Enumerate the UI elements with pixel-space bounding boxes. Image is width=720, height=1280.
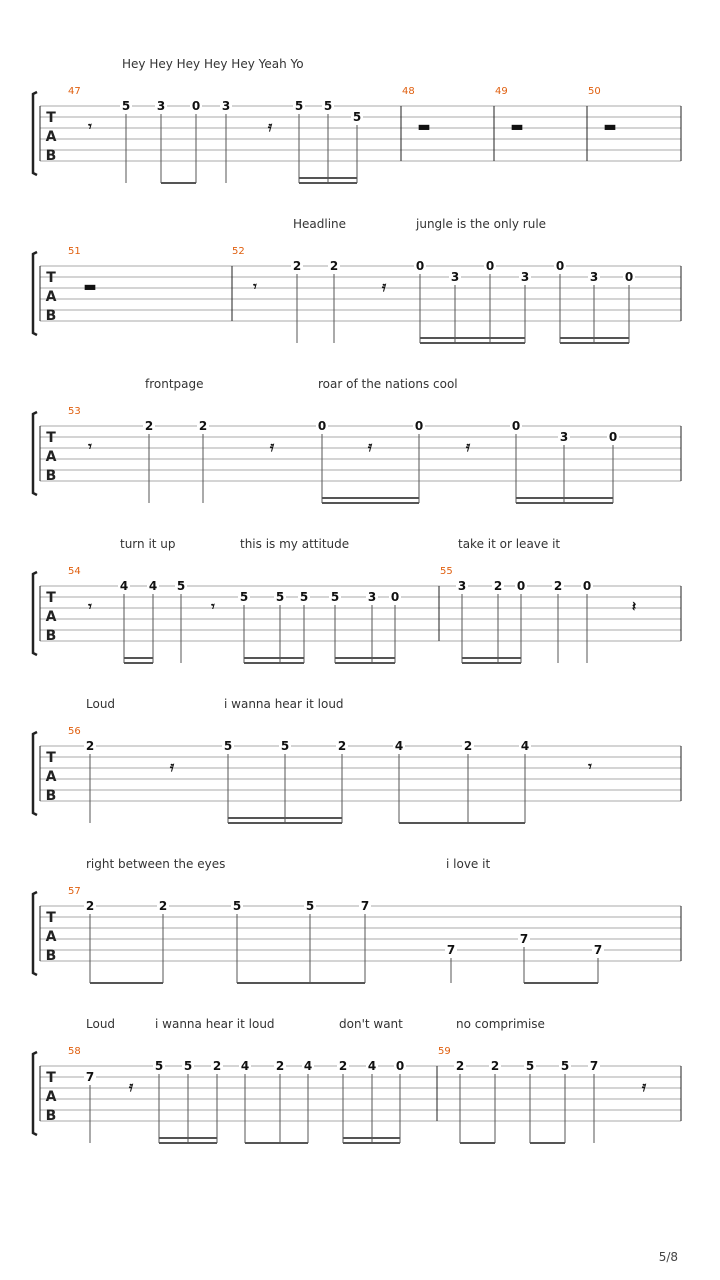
- fret-number: 0: [395, 1059, 405, 1073]
- system-bracket: [33, 92, 37, 175]
- system-bracket: [33, 892, 37, 975]
- lyric-text: Loud: [86, 1017, 116, 1031]
- rest-symbol: 𝄿: [381, 279, 387, 295]
- fret-number: 4: [520, 739, 530, 753]
- rest-symbol: 𝄿: [269, 439, 275, 455]
- fret-number: 0: [582, 579, 592, 593]
- lyric-text: i wanna hear it loud: [224, 697, 344, 711]
- tab-clef-letter: A: [45, 1089, 57, 1105]
- fret-number: 0: [624, 270, 634, 284]
- tab-clef-letter: B: [45, 308, 57, 324]
- measure-number: 57: [68, 886, 81, 897]
- fret-number: 2: [455, 1059, 465, 1073]
- fret-number: 5: [280, 739, 290, 753]
- fret-number: 4: [367, 1059, 377, 1073]
- fret-number: 2: [337, 739, 347, 753]
- rest-symbol: 𝄾: [88, 119, 92, 135]
- lyric-text: right between the eyes: [86, 857, 226, 871]
- tab-clef-letter: B: [45, 788, 57, 804]
- fret-number: 2: [158, 899, 168, 913]
- fret-number: 5: [223, 739, 233, 753]
- fret-number: 0: [608, 430, 618, 444]
- tab-clef-letter: A: [45, 129, 57, 145]
- tab-clef-letter: T: [46, 590, 56, 606]
- measure-number: 54: [68, 566, 81, 577]
- rest-symbol: 𝄾: [88, 439, 92, 455]
- tab-clef-letter: A: [45, 449, 57, 465]
- lyric-text: frontpage: [145, 377, 204, 391]
- system-bracket: [33, 412, 37, 495]
- fret-number: 5: [239, 590, 249, 604]
- fret-number: 3: [520, 270, 530, 284]
- fret-number: 5: [275, 590, 285, 604]
- measure-number: 48: [402, 86, 415, 97]
- tab-clef-letter: T: [46, 430, 56, 446]
- fret-number: 0: [414, 419, 424, 433]
- lyric-text: turn it up: [120, 537, 176, 551]
- lyric-text: Hey Hey Hey Hey Hey Yeah Yo: [122, 57, 304, 71]
- tab-clef-letter: T: [46, 750, 56, 766]
- fret-number: 3: [450, 270, 460, 284]
- fret-number: 7: [85, 1070, 95, 1084]
- tab-clef-letter: B: [45, 948, 57, 964]
- lyric-text: Headline: [293, 217, 347, 231]
- fret-number: 4: [240, 1059, 250, 1073]
- fret-number: 2: [463, 739, 473, 753]
- system-bracket: [33, 1052, 37, 1135]
- lyric-text: i love it: [446, 857, 491, 871]
- fret-number: 2: [493, 579, 503, 593]
- fret-number: 3: [156, 99, 166, 113]
- fret-number: 5: [154, 1059, 164, 1073]
- rest-symbol: 𝄿: [169, 759, 175, 775]
- fret-number: 3: [589, 270, 599, 284]
- fret-number: 2: [144, 419, 154, 433]
- tab-clef-letter: T: [46, 270, 56, 286]
- fret-number: 2: [553, 579, 563, 593]
- rest-symbol: 𝄾: [211, 599, 215, 615]
- lyric-text: roar of the nations cool: [318, 377, 458, 391]
- tab-clef-letter: A: [45, 289, 57, 305]
- fret-number: 5: [294, 99, 304, 113]
- fret-number: 7: [446, 943, 456, 957]
- fret-number: 4: [148, 579, 158, 593]
- lyric-text: this is my attitude: [240, 537, 350, 551]
- measure-number: 47: [68, 86, 81, 97]
- tab-clef-letter: A: [45, 769, 57, 785]
- fret-number: 0: [485, 259, 495, 273]
- fret-number: 2: [329, 259, 339, 273]
- tab-clef-letter: B: [45, 148, 57, 164]
- fret-number: 4: [394, 739, 404, 753]
- fret-number: 0: [390, 590, 400, 604]
- fret-number: 2: [212, 1059, 222, 1073]
- fret-number: 5: [525, 1059, 535, 1073]
- system-bracket: [33, 732, 37, 815]
- fret-number: 7: [360, 899, 370, 913]
- fret-number: 7: [519, 932, 529, 946]
- page-number: 5/8: [658, 1250, 678, 1264]
- fret-number: 5: [176, 579, 186, 593]
- measure-number: 53: [68, 406, 81, 417]
- fret-number: 0: [415, 259, 425, 273]
- measure-number: 56: [68, 726, 81, 737]
- rest-symbol: 𝄿: [128, 1079, 134, 1095]
- lyric-text: no comprimise: [456, 1017, 545, 1031]
- fret-number: 2: [292, 259, 302, 273]
- rest-symbol: ▬: [603, 119, 617, 135]
- fret-number: 3: [457, 579, 467, 593]
- tab-clef-letter: B: [45, 628, 57, 644]
- fret-number: 5: [183, 1059, 193, 1073]
- fret-number: 2: [490, 1059, 500, 1073]
- rest-symbol: 𝄿: [367, 439, 373, 455]
- measure-number: 59: [438, 1046, 451, 1057]
- fret-number: 3: [367, 590, 377, 604]
- fret-number: 0: [511, 419, 521, 433]
- tab-clef-letter: B: [45, 1108, 57, 1124]
- system-bracket: [33, 572, 37, 655]
- fret-number: 5: [352, 110, 362, 124]
- lyric-text: don't want: [339, 1017, 403, 1031]
- rest-symbol: 𝄿: [641, 1079, 647, 1095]
- rest-symbol: ▬: [417, 119, 431, 135]
- fret-number: 2: [275, 1059, 285, 1073]
- rest-symbol: ▬: [510, 119, 524, 135]
- rest-symbol: 𝄾: [253, 279, 257, 295]
- fret-number: 5: [121, 99, 131, 113]
- rest-symbol: 𝄽: [631, 599, 637, 615]
- tab-clef-letter: T: [46, 110, 56, 126]
- measure-number: 55: [440, 566, 453, 577]
- fret-number: 4: [119, 579, 129, 593]
- rest-symbol: 𝄾: [88, 599, 92, 615]
- fret-number: 2: [338, 1059, 348, 1073]
- fret-number: 5: [232, 899, 242, 913]
- rest-symbol: 𝄾: [588, 759, 592, 775]
- tab-clef-letter: T: [46, 1070, 56, 1086]
- fret-number: 0: [317, 419, 327, 433]
- measure-number: 58: [68, 1046, 81, 1057]
- lyric-text: Loud: [86, 697, 116, 711]
- measure-number: 49: [495, 86, 508, 97]
- fret-number: 5: [560, 1059, 570, 1073]
- tab-clef-letter: A: [45, 609, 57, 625]
- measure-number: 51: [68, 246, 81, 257]
- tab-clef-letter: B: [45, 468, 57, 484]
- rest-symbol: 𝄿: [465, 439, 471, 455]
- fret-number: 0: [555, 259, 565, 273]
- fret-number: 5: [299, 590, 309, 604]
- fret-number: 2: [85, 739, 95, 753]
- fret-number: 7: [589, 1059, 599, 1073]
- measure-number: 50: [588, 86, 601, 97]
- tab-clef-letter: A: [45, 929, 57, 945]
- fret-number: 5: [323, 99, 333, 113]
- tab-clef-letter: T: [46, 910, 56, 926]
- fret-number: 4: [303, 1059, 313, 1073]
- fret-number: 5: [330, 590, 340, 604]
- fret-number: 5: [305, 899, 315, 913]
- fret-number: 3: [559, 430, 569, 444]
- lyric-text: jungle is the only rule: [416, 217, 547, 231]
- fret-number: 2: [85, 899, 95, 913]
- fret-number: 7: [593, 943, 603, 957]
- fret-number: 2: [198, 419, 208, 433]
- lyric-text: i wanna hear it loud: [155, 1017, 275, 1031]
- fret-number: 3: [221, 99, 231, 113]
- fret-number: 0: [191, 99, 201, 113]
- measure-number: 52: [232, 246, 245, 257]
- lyric-text: take it or leave it: [458, 537, 561, 551]
- rest-symbol: 𝄿: [267, 119, 273, 135]
- rest-symbol: ▬: [83, 279, 97, 295]
- fret-number: 0: [516, 579, 526, 593]
- system-bracket: [33, 252, 37, 335]
